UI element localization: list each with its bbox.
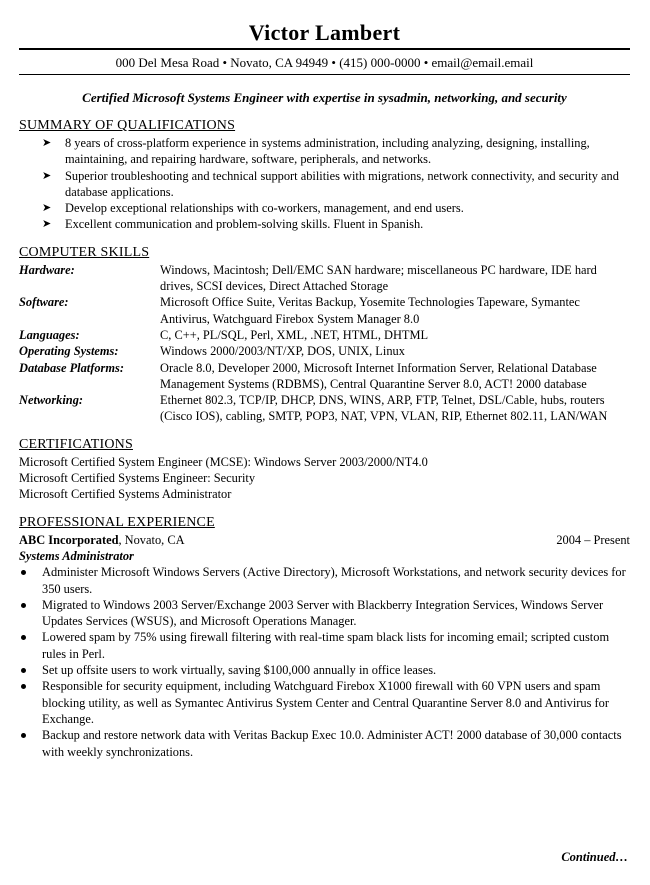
skills-table — [19, 262, 630, 425]
job-dates: 2004 – Present — [556, 532, 630, 547]
skill-label: Database Platforms: — [19, 360, 124, 375]
list-item: Backup and restore network data with Veritas Backup Exec 10.0. Administer ACT! 2000 database of 30,000 contacts with weekly synchronizations. — [19, 727, 630, 760]
skill-row-networking — [19, 392, 630, 425]
header-rule — [19, 48, 630, 50]
certification-item: Microsoft Certified Systems Engineer: Security — [19, 471, 256, 486]
objective-statement: Certified Microsoft Systems Engineer with expertise in sysadmin, networking, and security — [82, 90, 567, 105]
skill-value: Oracle 8.0, Developer 2000, Microsoft Internet Information Server, Relational Database Management Systems (RDBMS), Central Quarantine Server 8.0, ACT! 2000 database — [160, 360, 597, 391]
arrow-bullet-icon: ➤ — [42, 137, 52, 149]
skill-value: Windows, Macintosh; Dell/EMC SAN hardware; miscellaneous PC hardware, IDE hard drives, SCSI devices, Direct Attached Storage — [160, 262, 597, 294]
list-item: Migrated to Windows 2003 Server/Exchange 2003 Server with Blackberry Integration Services, Windows Server Updates Services (WSUS), and Microsoft Operations Manager. — [19, 597, 630, 630]
job-title: Systems Administrator — [19, 548, 134, 563]
list-item: Set up offsite users to work virtually, saving $100,000 annually in office leases. — [19, 662, 630, 678]
skill-label: Software: — [19, 295, 69, 310]
company-location: , Novato, CA — [118, 532, 185, 547]
experience-heading: PROFESSIONAL EXPERIENCE — [19, 514, 215, 530]
candidate-name: Victor Lambert — [248, 20, 401, 45]
skill-label: Hardware: — [19, 262, 75, 277]
contact-rule — [19, 74, 630, 75]
contact-line: 000 Del Mesa Road • Novato, CA 94949 • (415) 000-0000 • email@email.email — [115, 55, 534, 70]
summary-list — [19, 135, 630, 233]
skill-label: Operating Systems: — [19, 344, 119, 359]
bullet-dot-icon — [21, 635, 26, 640]
bullet-dot-icon — [21, 733, 26, 738]
skill-label: Languages: — [19, 327, 80, 342]
continued-note: Continued… — [561, 850, 628, 864]
summary-heading: SUMMARY OF QUALIFICATIONS — [19, 118, 236, 133]
bullet-dot-icon — [21, 668, 26, 673]
skill-row-operating-systems — [19, 343, 630, 359]
list-item: Responsible for security equipment, including Watchguard Firebox X1000 firewall with 60 VPN users and spam blocking utility, as well as Symantec Antivirus System Center and Central Quarantine Server 8.0 and Antivirus for Exchange. — [19, 678, 630, 727]
skill-label: Networking: — [19, 393, 84, 408]
list-item: Administer Microsoft Windows Servers (Active Directory), Microsoft Workstations, and network security devices for 350 users. — [19, 564, 630, 597]
arrow-bullet-icon: ➤ — [42, 169, 52, 182]
list-item: ➤ Excellent communication and problem-solving skills. Fluent in Spanish. — [42, 217, 424, 232]
skill-value: C, C++, PL/SQL, Perl, XML, .NET, HTML, DHTML — [160, 327, 429, 342]
bullet-dot-icon — [21, 570, 26, 575]
duties-list — [19, 564, 630, 760]
skill-value: Windows 2000/2003/NT/XP, DOS, UNIX, Linux — [160, 344, 405, 359]
resume-page — [19, 20, 630, 760]
certification-item: Microsoft Certified System Engineer (MCSE): Windows Server 2003/2000/NT4.0 — [19, 454, 428, 469]
skills-heading: COMPUTER SKILLS — [19, 244, 150, 260]
list-item: ➤ Superior troubleshooting and technical support abilities with migrations, network connectivity, and security and database applications. — [42, 168, 619, 199]
arrow-bullet-icon: ➤ — [42, 218, 52, 231]
bullet-dot-icon — [21, 603, 26, 608]
skill-row-languages — [19, 327, 630, 343]
list-item: ➤ 8 years of cross-platform experience in systems administration, including analyzing, designing, installing, maintaining, and repairing hardware, software, peripherals, and networks. — [42, 136, 590, 167]
job-company — [19, 532, 185, 548]
skill-value: Ethernet 802.3, TCP/IP, DHCP, DNS, WINS, ARP, FTP, Telnet, DSL/Cable, hubs, routers (Cisco IOS), cabling, SMTP, POP3, NAT, VPN, VLAN, RIP, Ethernet 802.11, LAN/WAN — [160, 393, 608, 424]
skill-row-database-platforms — [19, 360, 630, 393]
company-name: ABC Incorporated — [19, 532, 119, 547]
certification-item: Microsoft Certified Systems Administrator — [19, 487, 232, 502]
list-item: Lowered spam by 75% using firewall filtering with real-time spam black lists for incoming email; scripted custom rules in Perl. — [19, 629, 630, 662]
skill-value: Microsoft Office Suite, Veritas Backup, Yosemite Technologies Tapeware, Symantec Antivirus, Watchguard Firebox System Manager 8.0 — [160, 295, 580, 326]
bullet-dot-icon — [21, 684, 26, 689]
list-item: ➤ Develop exceptional relationships with co-workers, management, and end users. — [42, 201, 464, 216]
skill-row-software — [19, 294, 630, 327]
certifications-heading: CERTIFICATIONS — [19, 436, 133, 452]
skill-row-hardware — [19, 262, 630, 295]
job-header — [19, 532, 630, 548]
arrow-bullet-icon: ➤ — [42, 202, 52, 215]
